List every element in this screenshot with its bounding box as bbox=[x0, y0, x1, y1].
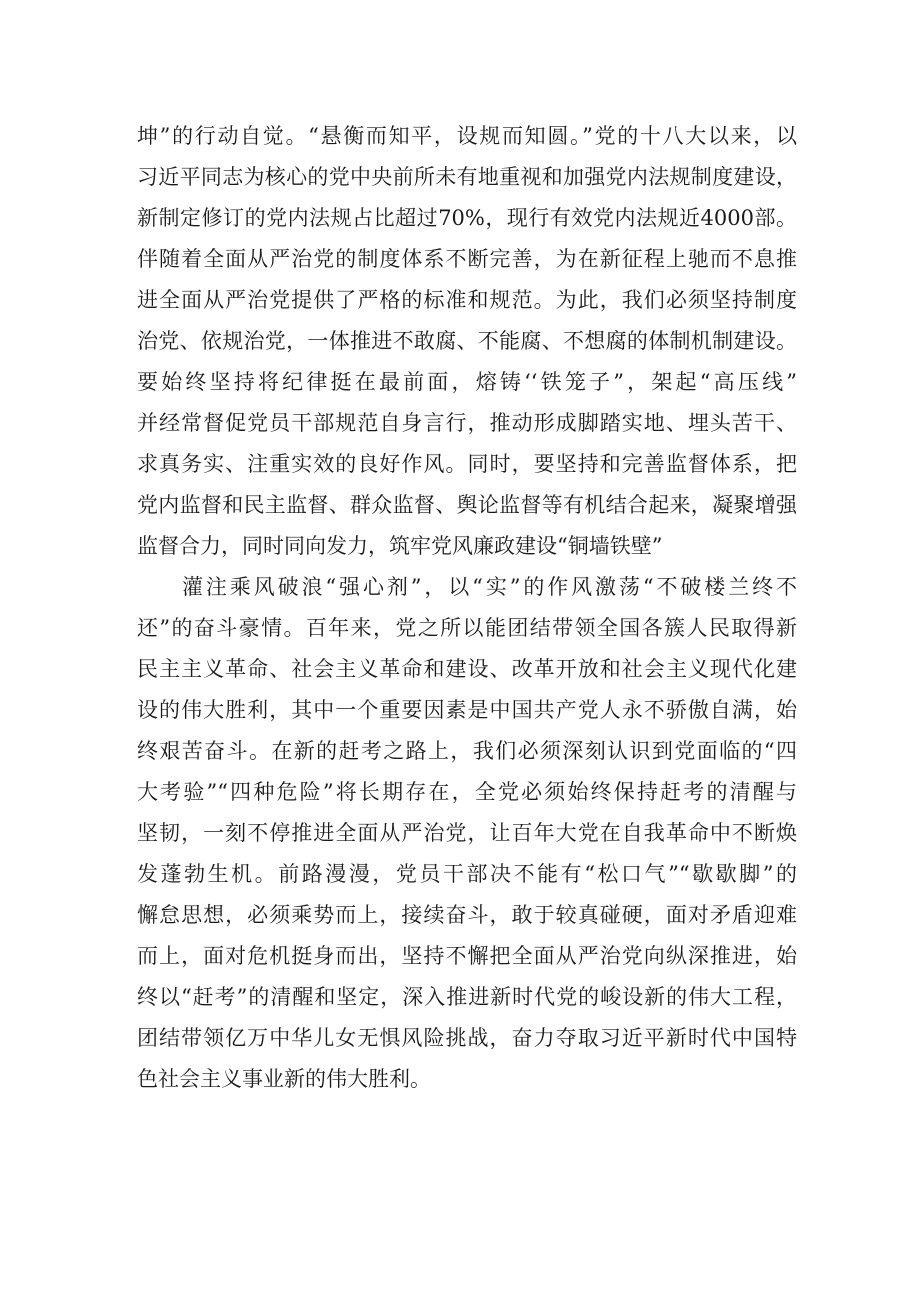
text-line: 进全面从严治党提供了严格的标准和规范。为此，我们必须坚持制度 bbox=[137, 288, 797, 312]
text-line: 大考验”“四种危险”将长期存在，全党必须始终保持赶考的清醒与 bbox=[137, 780, 797, 804]
text-line: 设的伟大胜利，其中一个重要因素是中国共产党人永不骄傲自满，始 bbox=[137, 698, 797, 722]
text-line: 并经常督促党员干部规范自身言行，推动形成脚踏实地、埋头苦干、 bbox=[137, 411, 797, 435]
text-line: 发蓬勃生机。前路漫漫，党员干部决不能有“松口气”“歇歇脚”的 bbox=[137, 862, 797, 886]
text-line: 伴随着全面从严治党的制度体系不断完善，为在新征程上驰而不息推 bbox=[137, 247, 797, 271]
text-line: 民主主义革命、社会主义革命和建设、改革开放和社会主义现代化建 bbox=[137, 657, 797, 681]
text-line: 监督合力，同时同向发力，筑牢党风廉政建设“铜墙铁壁” bbox=[137, 534, 663, 558]
text-line: 还”的奋斗豪情。百年来，党之所以能团结带领全国各簇人民取得新 bbox=[137, 616, 797, 640]
text-line: 团结带领亿万中华儿女无惧风险挑战，奋力夺取习近平新时代中国特 bbox=[137, 1026, 797, 1050]
text-line: 终艰苦奋斗。在新的赶考之路上，我们必须深刻认识到党面临的“四 bbox=[137, 739, 797, 763]
text-line: 要始终坚持将纪律挺在最前面，熔铸‘‘铁笼子”，架起“高压线” bbox=[137, 370, 797, 394]
text-line: 治党、依规治党，一体推进不敢腐、不能腐、不想腐的体制机制建设。 bbox=[137, 329, 797, 353]
text-line: 色社会主义事业新的伟大胜利。 bbox=[137, 1067, 431, 1091]
text-line: 终以“赶考”的清醒和坚定，深入推进新时代党的峻设新的伟大工程， bbox=[137, 985, 797, 1009]
text-line: 坚韧，一刻不停推进全面从严治党，让百年大党在自我革命中不断焕 bbox=[137, 821, 797, 845]
document-body bbox=[137, 116, 797, 1100]
text-line: 灌注乘风破浪“强心剂”，以“实”的作风激荡“不破楼兰终不 bbox=[182, 575, 797, 599]
text-line: 党内监督和民主监督、群众监督、舆论监督等有机结合起来，凝聚增强 bbox=[137, 493, 797, 517]
text-line: 坤”的行动自觉。“悬衡而知平，设规而知圆。”党的十八大以来，以 bbox=[137, 124, 797, 148]
text-line: 习近平同志为核心的党中央前所未有地重视和加强党内法规制度建设， bbox=[137, 165, 797, 189]
text-line: 新制定修订的党内法规占比超过70%，现行有效党内法规近4000部。 bbox=[137, 206, 797, 230]
paragraph-2 bbox=[137, 567, 797, 1100]
text-line: 求真务实、注重实效的良好作风。同时，要坚持和完善监督体系，把 bbox=[137, 452, 797, 476]
text-line: 懈怠思想，必须乘势而上，接续奋斗，敢于较真碰硬，面对矛盾迎难 bbox=[137, 903, 797, 927]
text-line: 而上，面对危机挺身而出，坚持不懈把全面从严治党向纵深推进，始 bbox=[137, 944, 797, 968]
paragraph-1 bbox=[137, 116, 797, 567]
